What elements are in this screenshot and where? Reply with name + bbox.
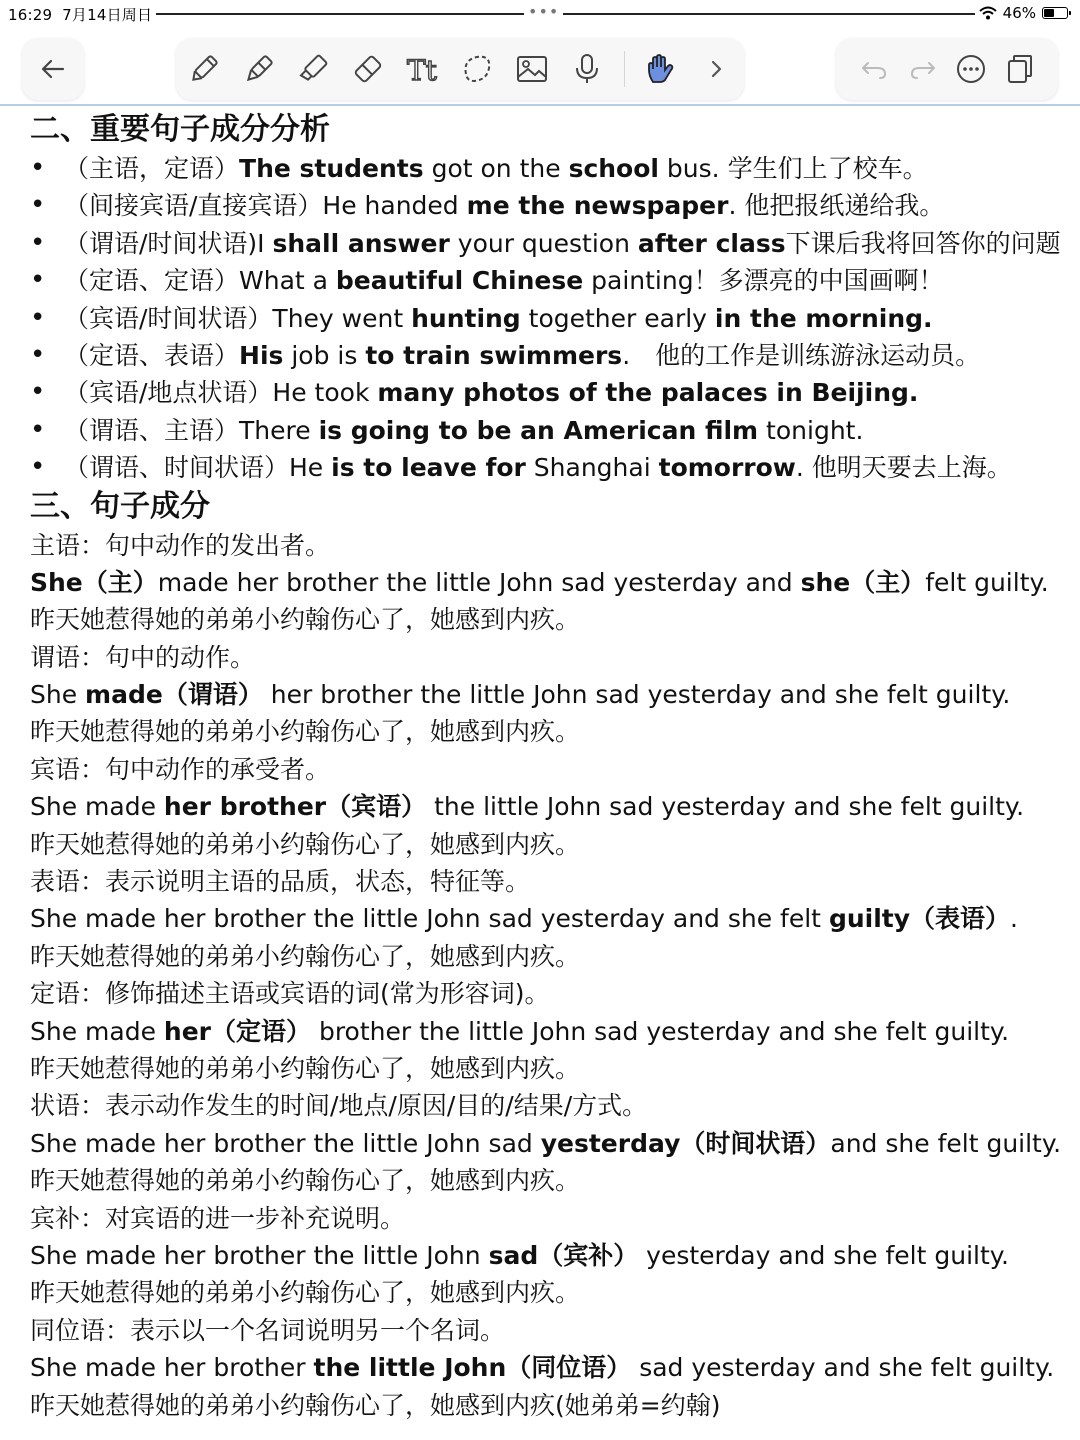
bullet-dot: •	[30, 377, 46, 408]
svg-text:Tt: Tt	[406, 54, 437, 86]
text-line	[30, 1050, 1070, 1087]
pages-icon	[1005, 53, 1035, 85]
hand-tool[interactable]	[643, 51, 679, 87]
section-heading: 三、句子成分	[30, 488, 210, 524]
text: 下课后我将回答你的问题	[785, 228, 1061, 258]
text: 宾补：对宾语的进一步补充说明。	[30, 1203, 406, 1233]
more-button[interactable]	[953, 51, 989, 87]
pencil-tool[interactable]	[186, 51, 222, 87]
text: painting！多漂亮的中国画啊！	[583, 266, 944, 296]
text: .	[1010, 904, 1018, 934]
text: 谓语：句中的动作。	[30, 642, 256, 672]
text: sad yesterday and she felt guilty.	[631, 1353, 1055, 1383]
bullet-item	[30, 262, 1070, 299]
more-tools-button[interactable]	[698, 51, 734, 87]
text-tool[interactable]	[405, 51, 441, 87]
text: （宾语/时间状语）They went	[64, 303, 412, 333]
text-line	[30, 1349, 1070, 1386]
text: . 他的工作是训练游泳运动员。	[622, 340, 981, 370]
bullet-item	[30, 225, 1070, 262]
text: your question	[449, 228, 638, 258]
text-line	[30, 1274, 1070, 1311]
text: 状语：表示动作发生的时间/地点/原因/目的/结果/方式。	[30, 1091, 648, 1121]
microphone-tool[interactable]	[569, 51, 605, 87]
section-heading: 二、重要句子成分分析	[30, 112, 330, 147]
eraser-icon	[351, 52, 385, 86]
text-line	[30, 676, 1070, 713]
text: job is	[283, 340, 366, 370]
text: 表语：表示说明主语的品质，状态，特征等。	[30, 867, 531, 897]
text-line	[30, 564, 1070, 601]
lasso-icon	[460, 52, 494, 86]
eraser-tool[interactable]	[350, 51, 386, 87]
action-palette	[836, 38, 1058, 100]
bold-text: beautiful Chinese	[335, 266, 584, 296]
bullet-dot: •	[30, 414, 46, 445]
text-line	[30, 863, 1070, 900]
bullet-item	[30, 300, 1070, 337]
lasso-tool[interactable]	[459, 51, 495, 87]
text: 宾语：句中动作的承受者。	[30, 754, 331, 784]
bold-text: in the morning.	[714, 303, 933, 333]
text: She made	[30, 1016, 164, 1046]
bullet-text	[64, 225, 1061, 262]
pen-tool[interactable]	[241, 51, 277, 87]
text-line	[30, 1013, 1070, 1050]
status-time	[8, 4, 156, 25]
bullet-item	[30, 150, 1070, 187]
note-page[interactable]	[30, 110, 1070, 1424]
status-bar	[0, 0, 1080, 26]
back-arrow-icon	[39, 55, 67, 83]
redo-icon	[908, 54, 938, 84]
text: brother the little John sad yesterday and she felt guilty.	[311, 1016, 1010, 1046]
text: She made her brother the little John sad yesterday and she felt	[30, 904, 829, 934]
tool-palette	[176, 38, 744, 100]
bullet-dot: •	[30, 265, 46, 296]
pen-icon	[242, 52, 276, 86]
bullet-text	[64, 300, 933, 337]
more-icon	[955, 53, 987, 85]
bullet-text	[64, 187, 944, 224]
text: her brother the little John sad yesterday and she felt guilty.	[262, 680, 1011, 710]
bold-text: tomorrow	[658, 453, 796, 483]
text: She made her brother the little John sad	[30, 1128, 541, 1158]
battery-icon	[1042, 7, 1068, 19]
text-line	[30, 900, 1070, 937]
bold-text: She（主）	[30, 567, 158, 597]
bullet-text	[64, 337, 980, 374]
text-line	[30, 1237, 1070, 1274]
time-text: 16:29	[8, 6, 53, 24]
bold-text: The students	[239, 154, 424, 183]
multitask-dots[interactable]: •••	[524, 2, 563, 21]
text: （主语，定语）	[64, 154, 240, 183]
text: the little John sad yesterday and she felt guilty.	[426, 792, 1025, 822]
bold-text: many photos of the palaces in Beijing.	[377, 378, 919, 408]
bold-text: the little John（同位语）	[313, 1353, 632, 1383]
back-button[interactable]	[22, 38, 84, 100]
undo-button[interactable]	[856, 51, 892, 87]
sentence-analysis-list	[30, 150, 1070, 487]
text: together early	[520, 303, 715, 333]
text: She made	[30, 792, 164, 822]
text: 昨天她惹得她的弟弟小约翰伤心了，她感到内疚。	[30, 1166, 581, 1196]
bullet-dot: •	[30, 452, 46, 483]
text: and she felt guilty.	[830, 1128, 1062, 1158]
bold-text: is going to be an American film	[318, 415, 759, 445]
microphone-icon	[570, 52, 604, 86]
text-tool-icon	[405, 52, 441, 86]
bold-text: guilty（表语）	[828, 904, 1011, 934]
text-line	[30, 1312, 1070, 1349]
bold-text: her brother（宾语）	[163, 792, 427, 822]
bold-text: her（定语）	[163, 1016, 312, 1046]
bold-text: shall answer	[272, 228, 450, 258]
status-right	[975, 4, 1068, 22]
text-line	[30, 713, 1070, 750]
text-line	[30, 1125, 1070, 1162]
battery-text: 46%	[1002, 4, 1036, 22]
bold-text: sad（宾补）	[488, 1240, 639, 1270]
text-line	[30, 1087, 1070, 1124]
text: She made her brother	[30, 1353, 314, 1383]
text-line	[30, 1162, 1070, 1199]
text-line	[30, 751, 1070, 788]
bullet-item	[30, 187, 1070, 224]
text-line	[30, 1200, 1070, 1237]
text: （谓语、时间状语）He	[64, 453, 332, 483]
text: 昨天她惹得她的弟弟小约翰伤心了，她感到内疚。	[30, 605, 581, 635]
pages-button[interactable]	[1002, 51, 1038, 87]
pencil-icon	[187, 52, 221, 86]
redo-button[interactable]	[905, 51, 941, 87]
date-text: 7月14日周日	[62, 6, 153, 24]
battery-fill	[1044, 9, 1054, 17]
text-line	[30, 1387, 1070, 1424]
text: 昨天她惹得她的弟弟小约翰伤心了，她感到内疚。	[30, 829, 581, 859]
text: made her brother the little John sad yesterday and	[157, 567, 801, 597]
bullet-dot: •	[30, 227, 46, 258]
bullet-dot: •	[30, 153, 46, 183]
text: . 他把报纸递给我。	[728, 191, 945, 221]
text: （定语、表语）	[64, 340, 240, 370]
text: bus. 学生们上了校车。	[658, 154, 928, 183]
text: 主语：句中动作的发出者。	[30, 530, 331, 560]
highlighter-tool[interactable]	[295, 51, 331, 87]
text-line	[30, 639, 1070, 676]
text: （宾语/地点状语）He took	[64, 378, 378, 408]
text: （间接宾语/直接宾语）He handed	[64, 191, 467, 221]
text: 昨天她惹得她的弟弟小约翰伤心了，她感到内疚。	[30, 941, 581, 971]
bullet-dot: •	[30, 302, 46, 333]
hand-icon	[644, 52, 678, 86]
text: Shanghai	[525, 453, 659, 483]
text: （定语、定语）What a	[64, 266, 336, 296]
bullet-text	[64, 449, 1012, 486]
text: （谓语/时间状语)I	[64, 228, 273, 258]
bold-text: His	[239, 340, 284, 370]
toolbar	[0, 26, 1080, 106]
text-line	[30, 938, 1070, 975]
bold-text: she（主）	[800, 567, 926, 597]
bullet-text	[64, 150, 928, 187]
text: . 他明天要去上海。	[795, 453, 1012, 483]
bold-text: yesterday（时间状语）	[540, 1128, 831, 1158]
text-line	[30, 975, 1070, 1012]
text: 昨天她惹得她的弟弟小约翰伤心了，她感到内疚。	[30, 717, 581, 747]
text: She made her brother the little John	[30, 1240, 489, 1270]
bold-text: made（谓语）	[85, 680, 263, 710]
bold-text: to train swimmers	[365, 340, 623, 370]
text: got on the	[423, 154, 569, 183]
text: 定语：修饰描述主语或宾语的词(常为形容词)。	[30, 979, 550, 1009]
bold-text: is to leave for	[331, 453, 526, 483]
bullet-text	[64, 374, 918, 411]
bullet-dot: •	[30, 190, 46, 221]
text: （谓语、主语）There	[64, 415, 319, 445]
text-line	[30, 601, 1070, 638]
undo-icon	[859, 54, 889, 84]
text: She	[30, 680, 86, 710]
image-icon	[515, 52, 549, 86]
bullet-text	[64, 412, 863, 449]
text: 昨天她惹得她的弟弟小约翰伤心了，她感到内疚。	[30, 1278, 581, 1308]
bullet-item	[30, 337, 1070, 374]
text: 昨天她惹得她的弟弟小约翰伤心了，她感到内疚。	[30, 1053, 581, 1083]
bold-text: me the newspaper	[466, 191, 729, 221]
bold-text: after class	[637, 228, 786, 258]
text: 同位语：表示以一个名词说明另一个名词。	[30, 1315, 506, 1345]
highlighter-icon	[296, 52, 330, 86]
text-line	[30, 788, 1070, 825]
bullet-item	[30, 412, 1070, 449]
wifi-icon	[979, 6, 997, 20]
bullet-text	[64, 262, 944, 299]
chevron-right-icon	[706, 57, 726, 81]
text-line	[30, 527, 1070, 564]
image-tool[interactable]	[514, 51, 550, 87]
sentence-components	[30, 527, 1070, 1424]
text-line	[30, 826, 1070, 863]
bullet-item	[30, 374, 1070, 411]
text: tonight.	[758, 415, 864, 445]
text: felt guilty.	[925, 567, 1049, 597]
bold-text: school	[568, 154, 659, 183]
bold-text: hunting	[411, 303, 521, 333]
bullet-item	[30, 449, 1070, 486]
bullet-dot: •	[30, 339, 46, 370]
text: yesterday and she felt guilty.	[638, 1240, 1009, 1270]
toolbar-separator	[624, 51, 625, 87]
text: 昨天她惹得她的弟弟小约翰伤心了，她感到内疚(她弟弟=约翰)	[30, 1390, 721, 1420]
